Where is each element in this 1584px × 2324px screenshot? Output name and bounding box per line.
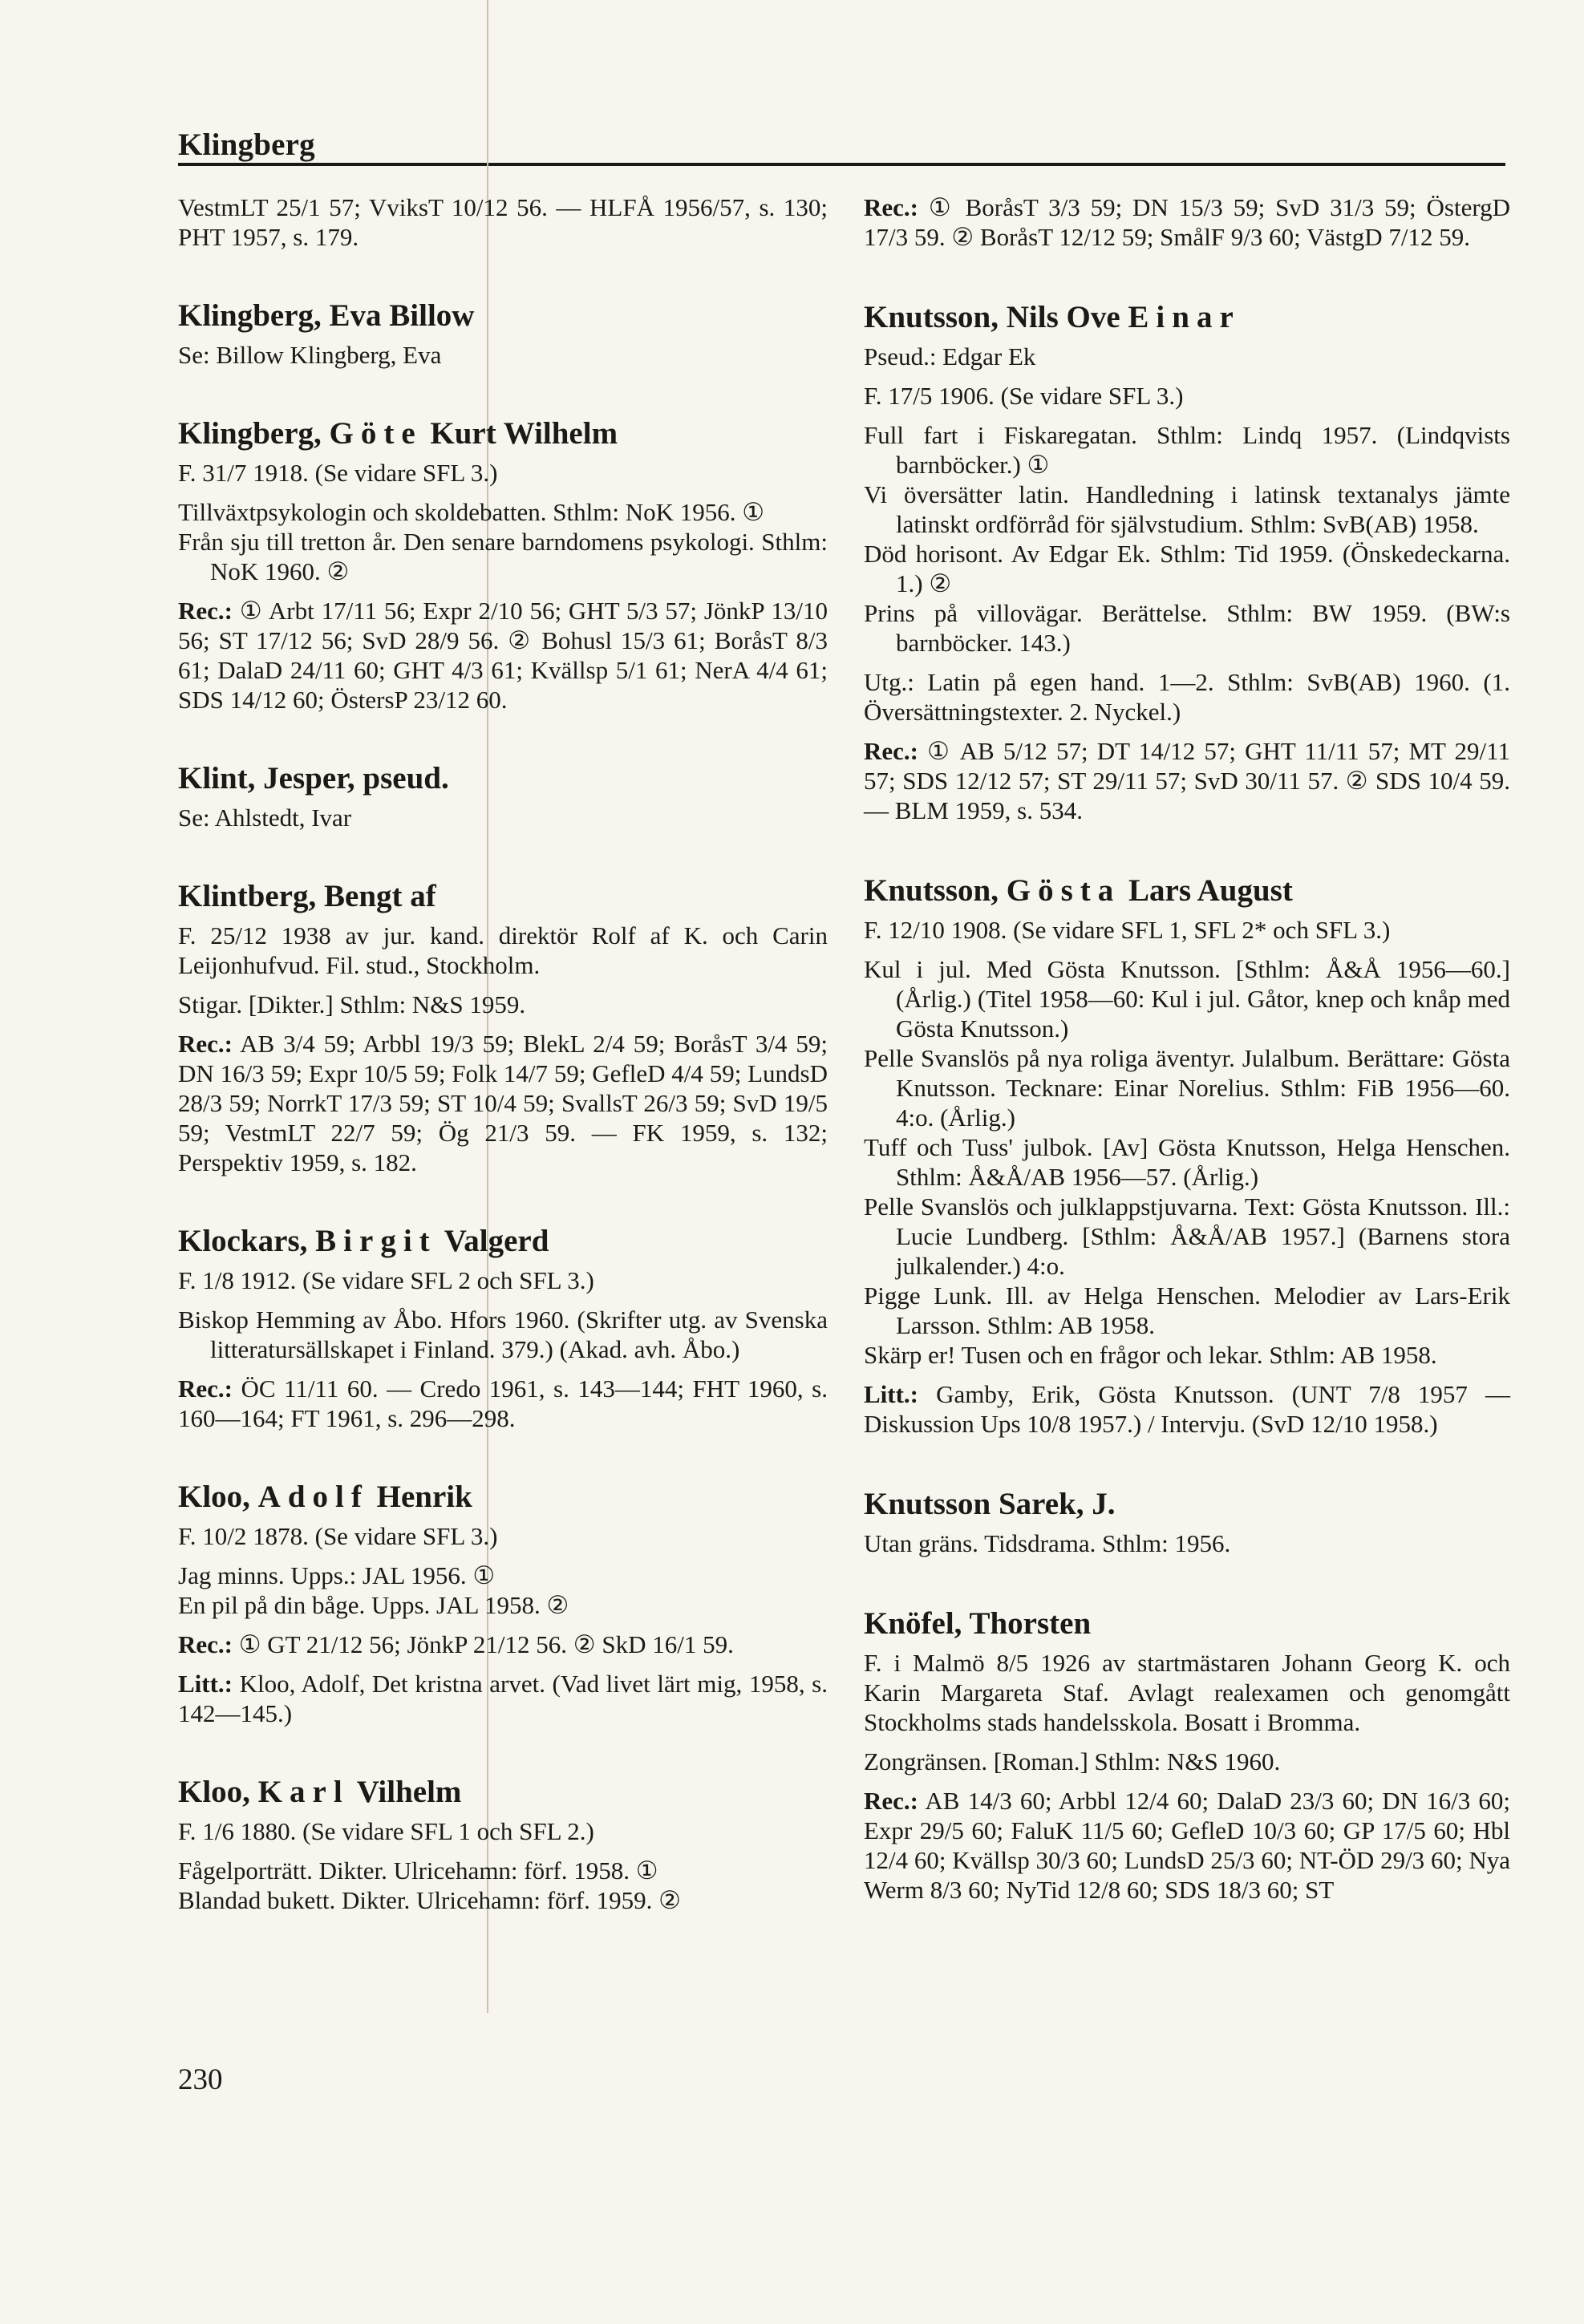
header-rule bbox=[178, 163, 1505, 166]
entry-heading: Kloo, Karl Vilhelm bbox=[178, 1775, 462, 1809]
entry-heading: Kloo, Adolf Henrik bbox=[178, 1480, 472, 1514]
work-item: Stigar. [Dikter.] Sthlm: N&S 1959. bbox=[178, 990, 526, 1018]
literature-list: Litt.: Gamby, Erik, Gösta Knutsson. (UNT 7/8 1957 — Diskussion Ups 10/8 1957.) / Intervju. (SvD 12/10 1958.) bbox=[864, 1380, 1510, 1438]
work-item: En pil på din båge. Upps. JAL 1958. ② bbox=[178, 1591, 569, 1619]
work-list bbox=[864, 954, 1510, 1370]
entry-heading: Klockars, Birgit Valgerd bbox=[178, 1224, 549, 1258]
review-list-label: Rec.: bbox=[178, 1030, 233, 1058]
review-list-label: Rec.: bbox=[864, 1787, 918, 1815]
entry-text: F. 31/7 1918. (Se vidare SFL 3.) bbox=[178, 459, 498, 487]
work-item: Kul i jul. Med Gösta Knutsson. [Sthlm: Å&Å 1956—60.] (Årlig.) (Titel 1958—60: Kul i jul. Gåtor, knep och knåp med Gösta Knutsson.) bbox=[864, 955, 1510, 1043]
work-item: Pelle Svanslös och julklappstjuvarna. Text: Gösta Knutsson. Ill.: Lucie Lundberg. [Sthlm: Å&Å/AB 1957.] (Barnens stora julkalender.) 4:o. bbox=[864, 1192, 1510, 1280]
right-column bbox=[864, 192, 1510, 1951]
work-item: Blandad bukett. Dikter. Ulricehamn: förf. 1959. ② bbox=[178, 1886, 681, 1914]
spaced-name: Gösta bbox=[1006, 873, 1121, 908]
work-list bbox=[864, 420, 1510, 658]
entry-heading: Klingberg, Eva Billow bbox=[178, 298, 475, 333]
page-number: 230 bbox=[178, 2063, 223, 2096]
work-item: Prins på villovägar. Berättelse. Sthlm: BW 1959. (BW:s barnböcker. 143.) bbox=[864, 599, 1510, 657]
entry bbox=[178, 1222, 828, 1433]
entry-text: F. 17/5 1906. (Se vidare SFL 3.) bbox=[864, 382, 1184, 410]
spaced-name: Göte bbox=[329, 416, 423, 451]
entry bbox=[864, 192, 1510, 252]
entry-text: F. 25/12 1938 av jur. kand. direktör Rolf af K. och Carin Leijonhufvud. Fil. stud., Stockholm. bbox=[178, 921, 828, 979]
entry bbox=[178, 1773, 828, 1915]
entry bbox=[178, 192, 828, 252]
entry bbox=[178, 1478, 828, 1728]
work-list bbox=[178, 990, 828, 1019]
entry-text: F. 1/8 1912. (Se vidare SFL 2 och SFL 3.) bbox=[178, 1266, 594, 1294]
work-item: Zongränsen. [Roman.] Sthlm: N&S 1960. bbox=[864, 1747, 1281, 1775]
entry-note: Utg.: Latin på egen hand. 1—2. Sthlm: SvB(AB) 1960. (1. Översättningstexter. 2. Nyckel.) bbox=[864, 668, 1510, 726]
review-list: Rec.: ① AB 5/12 57; DT 14/12 57; GHT 11/11 57; MT 29/11 57; SDS 12/12 57; ST 29/11 57; SvD 30/11 57. ② SDS 10/4 59. — BLM 1959, s. 534. bbox=[864, 737, 1510, 824]
work-item: Tuff och Tuss' julbok. [Av] Gösta Knutsson, Helga Henschen. Sthlm: Å&Å/AB 1956—57. (Årlig.) bbox=[864, 1133, 1510, 1191]
entry bbox=[864, 872, 1510, 1439]
entry bbox=[178, 297, 828, 370]
work-list bbox=[178, 1561, 828, 1620]
entry-text: F. 1/6 1880. (Se vidare SFL 1 och SFL 2.) bbox=[178, 1817, 594, 1845]
entry-heading: Klintberg, Bengt af bbox=[178, 879, 436, 913]
entry-text: VestmLT 25/1 57; VviksT 10/12 56. — HLFÅ 1956/57, s. 130; PHT 1957, s. 179. bbox=[178, 193, 828, 251]
spaced-name: Karl bbox=[257, 1775, 350, 1809]
entry-heading: Knöfel, Thorsten bbox=[864, 1606, 1092, 1641]
review-list: Rec.: AB 3/4 59; Arbbl 19/3 59; BlekL 2/4 59; BoråsT 3/4 59; DN 16/3 59; Expr 10/5 59; Folk 14/7 59; GefleD 4/4 59; LundsD 28/3 59; NorrkT 17/3 59; ST 10/4 59; SvallsT 26/3 59; SvD 19/5 59; VestmLT 22/7 59; Ög 21/3 59. — FK 1959, s. 132; Perspektiv 1959, s. 182. bbox=[178, 1030, 828, 1176]
work-list bbox=[178, 1856, 828, 1915]
entry-heading: Klint, Jesper, pseud. bbox=[178, 761, 449, 796]
work-item: Pelle Svanslös på nya roliga äventyr. Julalbum. Berättare: Gösta Knutsson. Tecknare: Einar Norelius. Sthlm: FiB 1956—60. 4:o. (Årlig.) bbox=[864, 1044, 1510, 1132]
entry-text: Pseud.: Edgar Ek bbox=[864, 342, 1036, 370]
review-list: Rec.: ① BoråsT 3/3 59; DN 15/3 59; SvD 31/3 59; ÖstergD 17/3 59. ② BoråsT 12/12 59; SmålF 9/3 60; VästgD 7/12 59. bbox=[864, 193, 1510, 251]
review-list: Rec.: ① GT 21/12 56; JönkP 21/12 56. ② SkD 16/1 59. bbox=[178, 1630, 734, 1658]
spaced-name: Birgit bbox=[315, 1224, 437, 1258]
work-item: Biskop Hemming av Åbo. Hfors 1960. (Skrifter utg. av Svenska litteratursällskapet i Finland. 379.) (Akad. avh. Åbo.) bbox=[178, 1306, 828, 1363]
left-column bbox=[178, 192, 828, 1960]
literature-list-label: Litt.: bbox=[864, 1380, 919, 1408]
entry-text: Se: Billow Klingberg, Eva bbox=[178, 341, 442, 369]
review-list-label: Rec.: bbox=[178, 1375, 233, 1403]
work-item: Från sju till tretton år. Den senare barndomens psykologi. Sthlm: NoK 1960. ② bbox=[178, 528, 828, 585]
work-item: Jag minns. Upps.: JAL 1956. ① bbox=[178, 1561, 496, 1589]
entry bbox=[178, 759, 828, 832]
spaced-name: Einar bbox=[1128, 300, 1241, 334]
work-item: Full fart i Fiskaregatan. Sthlm: Lindq 1957. (Lindqvists barnböcker.) ① bbox=[864, 421, 1510, 479]
entry-heading: Knutsson, Nils Ove Einar bbox=[864, 300, 1241, 334]
work-list bbox=[864, 1528, 1510, 1558]
entry bbox=[178, 415, 828, 715]
entry-heading: Knutsson, Gösta Lars August bbox=[864, 873, 1293, 908]
work-item: Död horisont. Av Edgar Ek. Sthlm: Tid 1959. (Önskedeckarna. 1.) ② bbox=[864, 540, 1510, 597]
entry-text: F. 12/10 1908. (Se vidare SFL 1, SFL 2* och SFL 3.) bbox=[864, 916, 1391, 944]
entry bbox=[864, 298, 1510, 825]
work-item: Utan gräns. Tidsdrama. Sthlm: 1956. bbox=[864, 1529, 1231, 1557]
work-list bbox=[864, 1747, 1510, 1776]
review-list-label: Rec.: bbox=[864, 737, 918, 765]
work-item: Skärp er! Tusen och en frågor och lekar. Sthlm: AB 1958. bbox=[864, 1341, 1437, 1369]
entry-text: Se: Ahlstedt, Ivar bbox=[178, 804, 352, 832]
entry bbox=[178, 877, 828, 1177]
work-item: Tillväxtpsykologin och skoldebatten. Sthlm: NoK 1956. ① bbox=[178, 498, 765, 526]
review-list-label: Rec.: bbox=[178, 597, 233, 625]
work-item: Vi översätter latin. Handledning i latinsk textanalys jämte latinskt ordförråd för självstudium. Sthlm: SvB(AB) 1958. bbox=[864, 480, 1510, 538]
literature-list: Litt.: Kloo, Adolf, Det kristna arvet. (Vad livet lärt mig, 1958, s. 142—145.) bbox=[178, 1670, 828, 1727]
review-list-label: Rec.: bbox=[178, 1630, 233, 1658]
entry bbox=[864, 1605, 1510, 1905]
spaced-name: Adolf bbox=[257, 1480, 369, 1514]
entry bbox=[864, 1485, 1510, 1558]
work-list bbox=[178, 497, 828, 586]
entry-heading: Klingberg, Göte Kurt Wilhelm bbox=[178, 416, 618, 451]
entry-text: F. 10/2 1878. (Se vidare SFL 3.) bbox=[178, 1522, 498, 1550]
running-head: Klingberg bbox=[178, 128, 315, 162]
literature-list-label: Litt.: bbox=[178, 1670, 233, 1698]
review-list: Rec.: ① Arbt 17/11 56; Expr 2/10 56; GHT 5/3 57; JönkP 13/10 56; ST 17/12 56; SvD 28/9 56. ② Bohusl 15/3 61; BoråsT 8/3 61; DalaD 24/11 60; GHT 4/3 61; Kvällsp 5/1 61; NerA 4/4 61; SDS 14/12 60; ÖstersP 23/12 60. bbox=[178, 597, 828, 714]
entry-text: F. i Malmö 8/5 1926 av startmästaren Johann Georg K. och Karin Margareta Staf. Avlagt realexamen och genomgått Stockholms stads handelsskola. Bosatt i Bromma. bbox=[864, 1649, 1510, 1736]
work-item: Pigge Lunk. Ill. av Helga Henschen. Melodier av Lars-Erik Larsson. Sthlm: AB 1958. bbox=[864, 1281, 1510, 1339]
work-item: Fågelporträtt. Dikter. Ulricehamn: förf. 1958. ① bbox=[178, 1856, 658, 1885]
work-list bbox=[178, 1305, 828, 1364]
entry-heading: Knutsson Sarek, J. bbox=[864, 1487, 1116, 1521]
review-list: Rec.: ÖC 11/11 60. — Credo 1961, s. 143—144; FHT 1960, s. 160—164; FT 1961, s. 296—298. bbox=[178, 1375, 828, 1432]
review-list: Rec.: AB 14/3 60; Arbbl 12/4 60; DalaD 23/3 60; DN 16/3 60; Expr 29/5 60; FaluK 11/5 60; GefleD 10/3 60; GP 17/5 60; Hbl 12/4 60; Kvällsp 30/3 60; LundsD 25/3 60; NT-ÖD 29/3 60; Nya Werm 8/3 60; NyTid 12/8 60; SDS 18/3 60; ST bbox=[864, 1787, 1510, 1904]
review-list-label: Rec.: bbox=[864, 193, 918, 221]
